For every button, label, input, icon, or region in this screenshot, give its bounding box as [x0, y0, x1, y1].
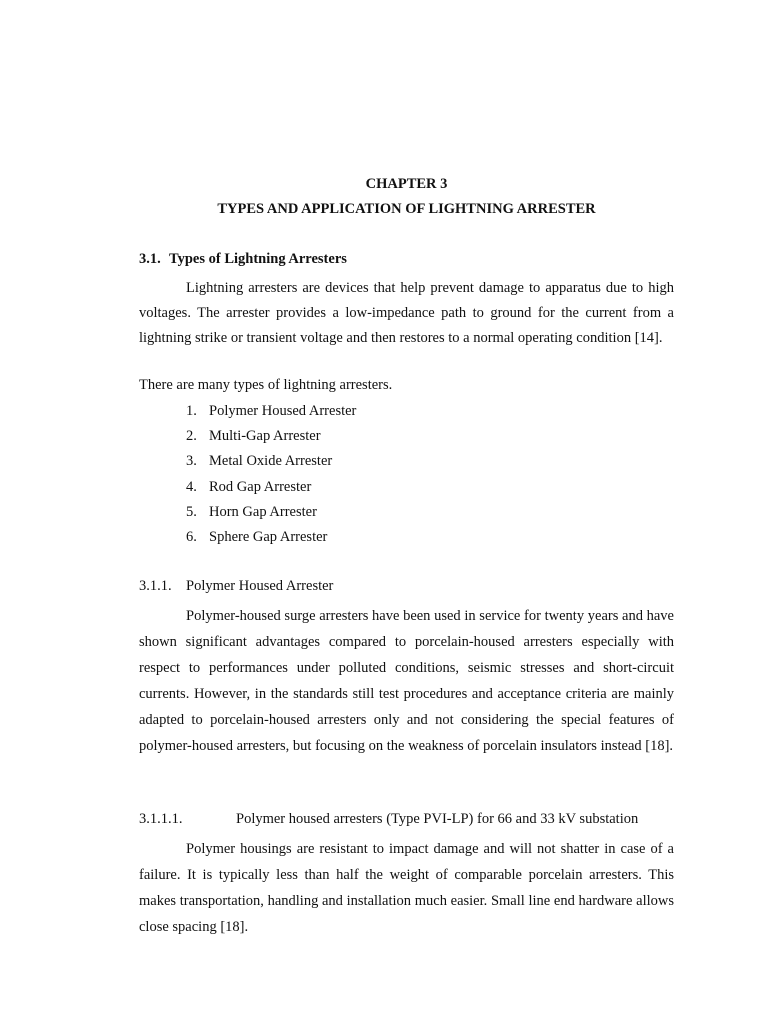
- list-item: [186, 452, 356, 477]
- arrester-types-list: [186, 402, 356, 553]
- section-title: Polymer Housed Arrester: [186, 578, 334, 594]
- list-item: [186, 427, 356, 452]
- section-3-1-paragraph: Lightning arresters are devices that help prevent damage to apparatus due to high voltages. The arrester provides a low-impedance path to ground for the current from a lightning strike or transient voltage and then restores to a normal operating condition [14].: [139, 280, 674, 347]
- list-item-number: 1.: [186, 403, 197, 419]
- list-item-label: Rod Gap Arrester: [209, 478, 312, 495]
- list-item-label: Polymer Housed Arrester: [209, 403, 357, 419]
- section-number: 3.1.1.1.: [139, 811, 183, 827]
- list-item-label: Multi-Gap Arrester: [209, 428, 321, 445]
- list-item-number: 4.: [186, 478, 197, 495]
- section-heading-3-1-1: [139, 578, 333, 595]
- list-item-number: 5.: [186, 503, 197, 520]
- list-item: [186, 478, 356, 503]
- list-item-number: 2.: [186, 428, 197, 445]
- section-number: 3.1.1.: [139, 578, 172, 594]
- section-number: 3.1.: [139, 251, 161, 267]
- list-item-number: 6.: [186, 528, 197, 545]
- section-title: Types of Lightning Arresters: [169, 251, 347, 267]
- list-item-label: Horn Gap Arrester: [209, 503, 317, 520]
- list-item-label: Metal Oxide Arrester: [209, 453, 333, 470]
- list-item: [186, 402, 356, 427]
- chapter-number: CHAPTER 3: [365, 176, 448, 192]
- list-item-number: 3.: [186, 453, 197, 470]
- section-3-1-1-paragraph: Polymer-housed surge arresters have been used in service for twenty years and have shown significant advantages compared to porcelain-housed arresters especially with respect to performances under polluted conditions, seismic stresses and short-circuit currents. However, in the standards still test procedures and acceptance criteria are mainly adapted to porcelain-housed arresters only and not considering the special features of polymer-housed arresters, but focusing on the weakness of porcelain insulators instead [18].: [139, 608, 674, 754]
- list-item-label: Sphere Gap Arrester: [209, 528, 328, 545]
- section-3-1-1-1-paragraph: Polymer housings are resistant to impact damage and will not shatter in case of a failure. It is typically less than half the weight of comparable porcelain arresters. This makes transportation, handling and installation much easier. Small line end hardware allows close spacing [18].: [139, 841, 674, 935]
- section-heading-3-1: [139, 251, 347, 268]
- list-item: [186, 503, 356, 528]
- types-intro-text: There are many types of lightning arresters.: [139, 377, 393, 393]
- chapter-title: TYPES AND APPLICATION OF LIGHTNING ARRESTER: [217, 201, 596, 217]
- list-item: [186, 528, 356, 553]
- section-heading-3-1-1-1: [139, 811, 638, 828]
- section-title: Polymer housed arresters (Type PVI-LP) for 66 and 33 kV substation: [236, 811, 639, 827]
